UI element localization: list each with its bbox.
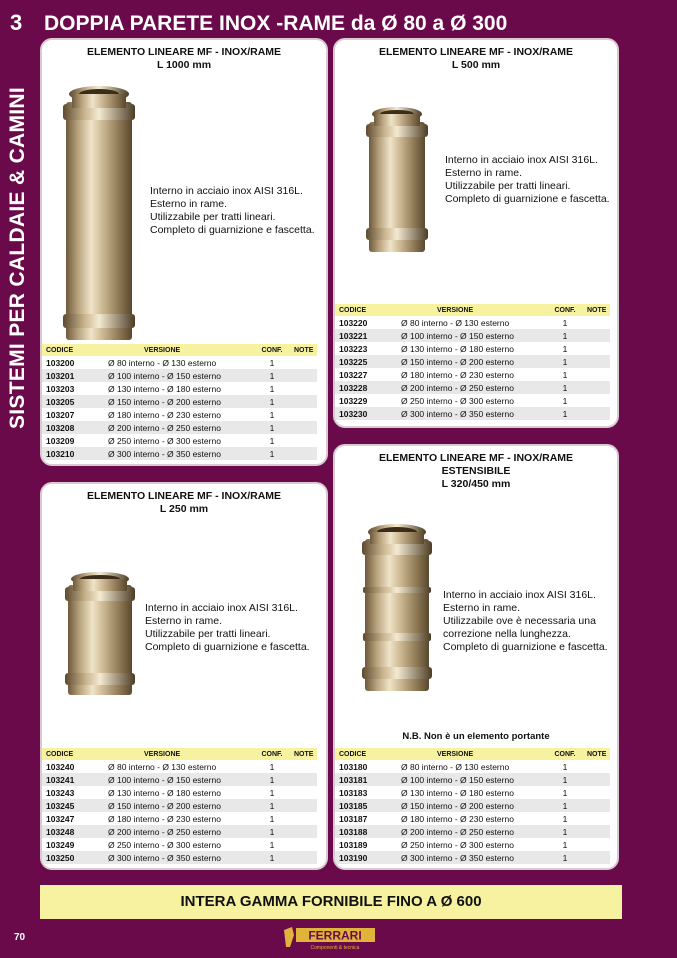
row-code: 103221 bbox=[335, 329, 397, 342]
row-code: 103250 bbox=[42, 851, 104, 864]
table-row bbox=[335, 381, 610, 394]
row-conf: 1 bbox=[254, 395, 290, 408]
col-code-header: CODICE bbox=[335, 304, 397, 316]
row-code: 103201 bbox=[42, 369, 104, 382]
row-code: 103240 bbox=[46, 761, 75, 772]
row-code: 103225 bbox=[335, 355, 397, 368]
panel-description bbox=[445, 154, 610, 206]
row-conf: 1 bbox=[547, 329, 583, 342]
row-version: Ø 200 interno - Ø 250 esterno bbox=[104, 421, 254, 434]
row-code: 103241 bbox=[42, 773, 104, 786]
product-table bbox=[42, 344, 317, 460]
col-version-header: VERSIONE bbox=[104, 344, 254, 356]
row-note bbox=[583, 316, 610, 329]
row-code: 103208 bbox=[42, 421, 104, 434]
table-row bbox=[335, 407, 610, 420]
row-note bbox=[583, 329, 610, 342]
panel-title-length: L 500 mm bbox=[451, 59, 501, 71]
desc-line: Completo di guarnizione e fascetta. bbox=[445, 193, 610, 205]
panel-title bbox=[42, 40, 326, 72]
row-conf: 1 bbox=[562, 839, 568, 850]
row-code: 103243 bbox=[46, 787, 75, 798]
row-conf: 1 bbox=[547, 407, 583, 420]
row-note bbox=[290, 851, 317, 864]
row-note bbox=[583, 381, 610, 394]
desc-line: Esterno in rame. bbox=[443, 602, 521, 614]
table-row bbox=[42, 773, 317, 786]
row-code: 103245 bbox=[42, 799, 104, 812]
row-code: 103200 bbox=[46, 357, 75, 368]
product-table bbox=[335, 304, 610, 420]
col-note-header: NOTE bbox=[583, 304, 610, 316]
page-title: DOPPIA PARETE INOX -RAME da Ø 80 a Ø 300 bbox=[44, 12, 508, 35]
table-row bbox=[335, 812, 610, 825]
row-version: Ø 250 interno - Ø 300 esterno bbox=[401, 839, 514, 850]
panel-description bbox=[443, 589, 608, 654]
row-code: 103229 bbox=[339, 395, 368, 406]
row-code: 103180 bbox=[339, 761, 368, 772]
col-conf-header: CONF. bbox=[547, 304, 583, 316]
full-range-banner: INTERA GAMMA FORNIBILE FINO A Ø 600 bbox=[40, 885, 622, 919]
row-note bbox=[290, 408, 317, 421]
row-note bbox=[583, 838, 610, 851]
desc-line: Completo di guarnizione e fascetta. bbox=[150, 224, 315, 236]
col-conf-header: CONF. bbox=[254, 748, 290, 760]
row-code: 103183 bbox=[339, 787, 368, 798]
row-note bbox=[290, 812, 317, 825]
desc-line: Interno in acciaio inox AISI 316L. bbox=[445, 154, 598, 166]
row-code: 103223 bbox=[339, 343, 368, 354]
row-version: Ø 250 interno - Ø 300 esterno bbox=[401, 395, 514, 406]
row-note bbox=[290, 786, 317, 799]
row-code: 103203 bbox=[46, 383, 75, 394]
row-version: Ø 100 interno - Ø 150 esterno bbox=[104, 773, 254, 786]
row-version: Ø 130 interno - Ø 180 esterno bbox=[108, 787, 221, 798]
row-code: 103210 bbox=[42, 447, 104, 460]
row-version: Ø 200 interno - Ø 250 esterno bbox=[397, 381, 547, 394]
table-row bbox=[335, 838, 610, 851]
panel-title bbox=[335, 40, 617, 72]
row-conf: 1 bbox=[254, 773, 290, 786]
row-code: 103209 bbox=[46, 435, 75, 446]
table-row bbox=[42, 812, 317, 825]
panel-title-length: L 320/450 mm bbox=[441, 478, 511, 490]
row-conf: 1 bbox=[254, 447, 290, 460]
table-row bbox=[335, 773, 610, 786]
row-code: 103220 bbox=[339, 317, 368, 328]
table-row bbox=[42, 369, 317, 382]
row-note bbox=[290, 395, 317, 408]
row-version: Ø 150 interno - Ø 200 esterno bbox=[397, 355, 547, 368]
row-version: Ø 200 interno - Ø 250 esterno bbox=[397, 825, 547, 838]
row-version: Ø 300 interno - Ø 350 esterno bbox=[104, 851, 254, 864]
desc-line: Completo di guarnizione e fascetta. bbox=[443, 641, 608, 653]
row-version: Ø 150 interno - Ø 200 esterno bbox=[104, 799, 254, 812]
desc-line: Utilizzabile per tratti lineari. bbox=[445, 180, 571, 192]
row-code: 103227 bbox=[339, 369, 368, 380]
panel-title-line: ELEMENTO LINEARE MF - INOX/RAME bbox=[86, 490, 282, 502]
row-version: Ø 150 interno - Ø 200 esterno bbox=[397, 799, 547, 812]
row-note bbox=[583, 355, 610, 368]
table-row bbox=[335, 329, 610, 342]
row-conf: 1 bbox=[547, 851, 583, 864]
row-code: 103185 bbox=[335, 799, 397, 812]
row-version: Ø 80 interno - Ø 130 esterno bbox=[401, 317, 510, 328]
row-conf: 1 bbox=[547, 825, 583, 838]
desc-line: correzione nella lunghezza. bbox=[443, 628, 571, 640]
row-code: 103181 bbox=[335, 773, 397, 786]
row-note bbox=[583, 407, 610, 420]
col-note-header: NOTE bbox=[583, 748, 610, 760]
table-row bbox=[335, 394, 610, 407]
col-code-header: CODICE bbox=[42, 344, 104, 356]
panel-title-subtitle: ESTENSIBILE bbox=[441, 465, 511, 477]
panel-l1000 bbox=[40, 38, 328, 466]
col-code-header: CODICE bbox=[335, 748, 397, 760]
col-version-header: VERSIONE bbox=[397, 748, 547, 760]
row-version: Ø 300 interno - Ø 350 esterno bbox=[104, 447, 254, 460]
row-conf: 1 bbox=[269, 357, 275, 368]
desc-line: Interno in acciaio inox AISI 316L. bbox=[150, 185, 303, 197]
row-conf: 1 bbox=[269, 813, 275, 824]
table-row bbox=[42, 421, 317, 434]
row-code: 103189 bbox=[339, 839, 368, 850]
row-version: Ø 150 interno - Ø 200 esterno bbox=[104, 395, 254, 408]
table-row bbox=[335, 342, 610, 355]
table-row bbox=[335, 786, 610, 799]
panel-title-line: ELEMENTO LINEARE MF - INOX/RAME bbox=[378, 46, 574, 58]
row-version: Ø 100 interno - Ø 150 esterno bbox=[397, 773, 547, 786]
col-note-header: NOTE bbox=[290, 748, 317, 760]
col-version-header: VERSIONE bbox=[104, 748, 254, 760]
table-row bbox=[335, 799, 610, 812]
panel-title-length: L 1000 mm bbox=[156, 59, 212, 71]
panel-title-length: L 250 mm bbox=[159, 503, 209, 515]
row-version: Ø 130 interno - Ø 180 esterno bbox=[401, 343, 514, 354]
row-note bbox=[290, 382, 317, 395]
row-code: 103187 bbox=[339, 813, 368, 824]
desc-line: Utilizzabile ove è necessaria una bbox=[443, 615, 596, 627]
product-table bbox=[335, 748, 610, 864]
row-note bbox=[583, 825, 610, 838]
row-note bbox=[583, 773, 610, 786]
table-row bbox=[335, 851, 610, 864]
row-note bbox=[583, 786, 610, 799]
table-row bbox=[42, 786, 317, 799]
panel-title bbox=[335, 446, 617, 491]
panel-description bbox=[150, 185, 315, 237]
row-version: Ø 80 interno - Ø 130 esterno bbox=[108, 357, 217, 368]
desc-line: Interno in acciaio inox AISI 316L. bbox=[145, 602, 298, 614]
col-code-header: CODICE bbox=[42, 748, 104, 760]
row-note bbox=[583, 799, 610, 812]
panel-title bbox=[42, 484, 326, 516]
desc-line: Interno in acciaio inox AISI 316L. bbox=[443, 589, 596, 601]
table-row bbox=[42, 838, 317, 851]
table-row bbox=[42, 382, 317, 395]
panel-description bbox=[145, 602, 310, 654]
row-version: Ø 250 interno - Ø 300 esterno bbox=[108, 435, 221, 446]
row-version: Ø 100 interno - Ø 150 esterno bbox=[397, 329, 547, 342]
row-conf: 1 bbox=[254, 825, 290, 838]
row-conf: 1 bbox=[254, 369, 290, 382]
row-conf: 1 bbox=[269, 787, 275, 798]
row-conf: 1 bbox=[547, 799, 583, 812]
table-row bbox=[335, 368, 610, 381]
row-note bbox=[290, 447, 317, 460]
row-version: Ø 250 interno - Ø 300 esterno bbox=[108, 839, 221, 850]
panel-extensible bbox=[333, 444, 619, 870]
row-note bbox=[583, 812, 610, 825]
row-conf: 1 bbox=[254, 851, 290, 864]
row-version: Ø 300 interno - Ø 350 esterno bbox=[397, 407, 547, 420]
col-version-header: VERSIONE bbox=[397, 304, 547, 316]
row-note bbox=[290, 773, 317, 786]
table-row bbox=[42, 825, 317, 838]
row-version: Ø 80 interno - Ø 130 esterno bbox=[401, 761, 510, 772]
row-conf: 1 bbox=[562, 813, 568, 824]
desc-line: Esterno in rame. bbox=[145, 615, 223, 627]
pipe-extensible-image bbox=[361, 521, 433, 693]
panel-l500 bbox=[333, 38, 619, 428]
row-note bbox=[583, 760, 610, 773]
row-version: Ø 80 interno - Ø 130 esterno bbox=[108, 761, 217, 772]
row-conf: 1 bbox=[547, 381, 583, 394]
row-conf: 1 bbox=[269, 435, 275, 446]
row-note bbox=[290, 356, 317, 369]
table-row bbox=[42, 447, 317, 460]
row-code: 103205 bbox=[42, 395, 104, 408]
col-note-header: NOTE bbox=[290, 344, 317, 356]
pipe-1000-image bbox=[62, 82, 136, 342]
row-conf: 1 bbox=[562, 317, 568, 328]
row-note bbox=[290, 825, 317, 838]
row-code: 103228 bbox=[335, 381, 397, 394]
row-note bbox=[290, 434, 317, 447]
table-row bbox=[42, 760, 317, 773]
page-number: 70 bbox=[14, 932, 26, 943]
col-conf-header: CONF. bbox=[547, 748, 583, 760]
table-row bbox=[42, 434, 317, 447]
row-note bbox=[290, 799, 317, 812]
desc-line: Completo di guarnizione e fascetta. bbox=[145, 641, 310, 653]
row-version: Ø 300 interno - Ø 350 esterno bbox=[397, 851, 547, 864]
row-note bbox=[583, 368, 610, 381]
row-code: 103247 bbox=[46, 813, 75, 824]
row-conf: 1 bbox=[269, 383, 275, 394]
sidebar-number: 3 bbox=[10, 10, 23, 35]
table-row bbox=[335, 316, 610, 329]
ferrari-logo bbox=[282, 925, 377, 951]
row-conf: 1 bbox=[269, 839, 275, 850]
row-conf: 1 bbox=[269, 409, 275, 420]
table-row bbox=[42, 395, 317, 408]
row-note bbox=[583, 342, 610, 355]
row-conf: 1 bbox=[547, 355, 583, 368]
row-version: Ø 200 interno - Ø 250 esterno bbox=[104, 825, 254, 838]
row-conf: 1 bbox=[562, 343, 568, 354]
row-version: Ø 180 interno - Ø 230 esterno bbox=[401, 813, 514, 824]
row-conf: 1 bbox=[254, 421, 290, 434]
sidebar-label: SISTEMI PER CALDAIE & CAMINI bbox=[6, 86, 29, 430]
row-note bbox=[290, 838, 317, 851]
table-row bbox=[335, 760, 610, 773]
pipe-500-image bbox=[365, 104, 429, 254]
row-note bbox=[583, 394, 610, 407]
row-code: 103230 bbox=[335, 407, 397, 420]
table-row bbox=[42, 356, 317, 369]
svg-text:Componenti & tecnica: Componenti & tecnica bbox=[310, 945, 360, 951]
row-conf: 1 bbox=[562, 761, 568, 772]
table-row bbox=[335, 355, 610, 368]
svg-text:FERRARI: FERRARI bbox=[308, 928, 362, 943]
row-conf: 1 bbox=[547, 773, 583, 786]
table-row bbox=[335, 825, 610, 838]
desc-line: Utilizzabile per tratti lineari. bbox=[145, 628, 271, 640]
row-code: 103188 bbox=[335, 825, 397, 838]
row-note bbox=[290, 369, 317, 382]
desc-line: Esterno in rame. bbox=[150, 198, 228, 210]
col-conf-header: CONF. bbox=[254, 344, 290, 356]
load-bearing-note: N.B. Non è un elemento portante bbox=[402, 731, 550, 742]
product-table bbox=[42, 748, 317, 864]
table-row bbox=[42, 408, 317, 421]
table-row bbox=[42, 851, 317, 864]
row-code: 103207 bbox=[46, 409, 75, 420]
row-conf: 1 bbox=[562, 395, 568, 406]
row-note bbox=[583, 851, 610, 864]
desc-line: Utilizzabile per tratti lineari. bbox=[150, 211, 276, 223]
panel-title-line: ELEMENTO LINEARE MF - INOX/RAME bbox=[378, 452, 574, 464]
row-version: Ø 100 interno - Ø 150 esterno bbox=[104, 369, 254, 382]
row-code: 103190 bbox=[335, 851, 397, 864]
row-conf: 1 bbox=[562, 787, 568, 798]
pipe-250-image bbox=[64, 569, 136, 697]
row-code: 103248 bbox=[42, 825, 104, 838]
panel-title-line: ELEMENTO LINEARE MF - INOX/RAME bbox=[86, 46, 282, 58]
row-version: Ø 130 interno - Ø 180 esterno bbox=[401, 787, 514, 798]
row-code: 103249 bbox=[46, 839, 75, 850]
row-note bbox=[290, 760, 317, 773]
row-conf: 1 bbox=[254, 799, 290, 812]
table-row bbox=[42, 799, 317, 812]
row-version: Ø 180 interno - Ø 230 esterno bbox=[401, 369, 514, 380]
panel-l250 bbox=[40, 482, 328, 870]
row-conf: 1 bbox=[269, 761, 275, 772]
row-version: Ø 130 interno - Ø 180 esterno bbox=[108, 383, 221, 394]
desc-line: Esterno in rame. bbox=[445, 167, 523, 179]
row-version: Ø 180 interno - Ø 230 esterno bbox=[108, 813, 221, 824]
row-note bbox=[290, 421, 317, 434]
row-conf: 1 bbox=[562, 369, 568, 380]
row-version: Ø 180 interno - Ø 230 esterno bbox=[108, 409, 221, 420]
